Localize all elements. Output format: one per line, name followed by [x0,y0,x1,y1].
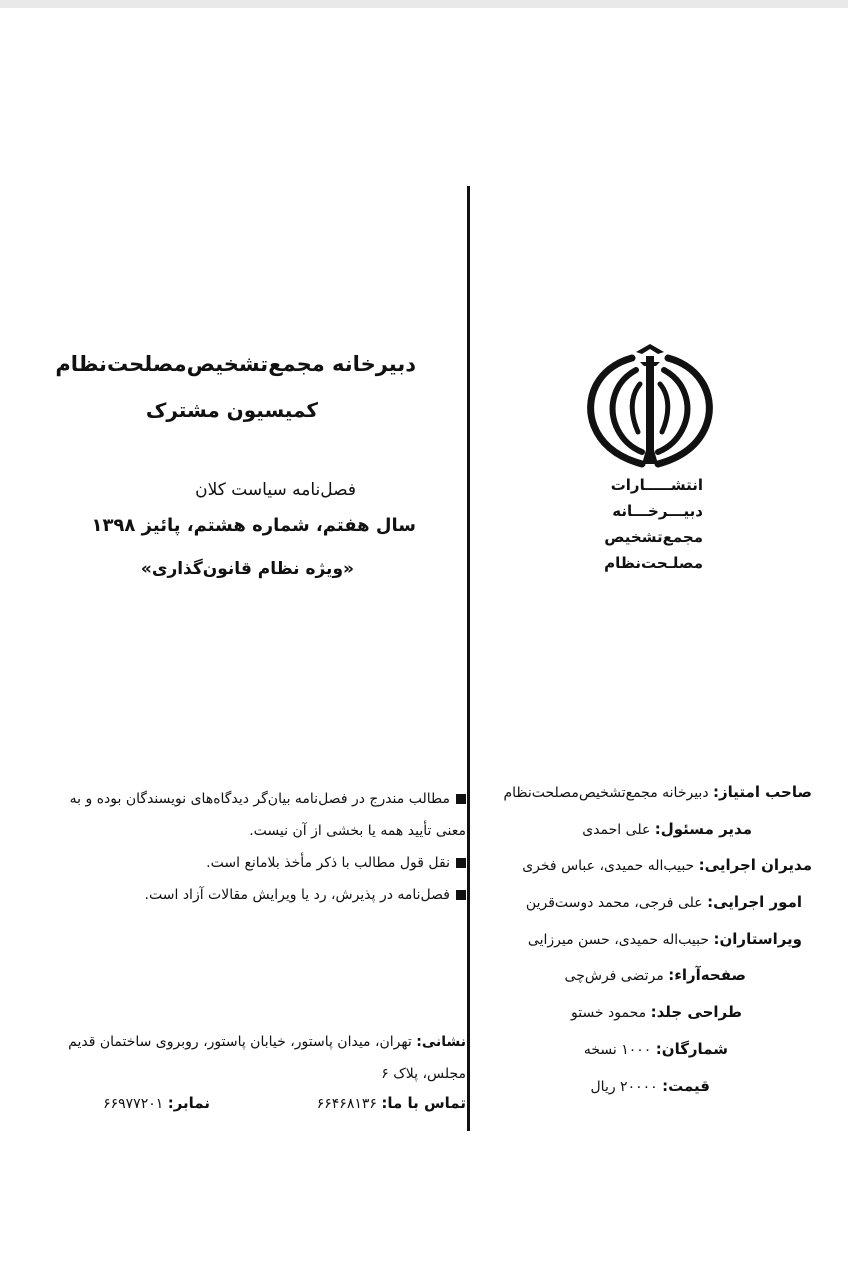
credit-value: دبیرخانه مجمع‌تشخیص‌مصلحت‌نظام [503,785,709,801]
fax-label: نمابر: [167,1094,210,1112]
note-item [50,783,466,847]
credit-row [472,963,812,1000]
bullet-square-icon [456,890,466,900]
publisher-label [563,472,703,576]
credit-value: علی فرجی، محمد دوست‌قرین [525,895,703,912]
publication-issue: سال هفتم، شماره هشتم، پائیز ۱۳۹۸ [91,515,416,536]
credit-value: علی احمدی [582,821,651,838]
credit-value: حبیب‌اله حمیدی، حسن میرزایی [527,931,710,948]
contact-fax [103,1094,210,1112]
credit-row [472,1000,812,1037]
credit-row [472,1037,812,1074]
header-commission: کمیسیون مشترک [145,398,318,422]
credit-label: طراحی جلد: [650,1003,742,1022]
tel-label: تماس با ما: [381,1094,466,1112]
publisher-line: دبیـــرخـــانه [612,502,703,520]
fax-value: ۶۶۹۷۷۲۰۱ [103,1096,164,1112]
credit-value: ۱۰۰۰ نسخه [583,1041,652,1058]
credit-label: مدیران اجرایی: [698,856,812,875]
credit-label: صاحب امتیاز: [713,783,812,801]
credit-label: شمارگان: [655,1039,728,1058]
publisher-line: مصلـحت‌نظام [604,554,703,572]
publisher-line: مجمع‌تشخیص [604,528,703,546]
credit-row [472,780,812,817]
bullet-square-icon [456,794,466,804]
publication-special: «ویژه نظام قانون‌گذاری» [140,559,354,579]
header-secretariat: دبیرخانه مجمع‌تشخیص‌مصلحت‌نظام [55,352,416,376]
credit-row [472,1074,812,1111]
credit-value: حبیب‌اله حمیدی، عباس فخری [522,858,695,875]
iran-emblem-icon [580,340,720,470]
contact-tel [317,1094,466,1112]
credit-value: ۲۰۰۰۰ ریال [590,1078,658,1095]
note-text: مطالب مندرج در فصل‌نامه بیان‌گر دیدگاه‌های نویسندگان بوده و به معنی تأیید همه یا بخشی از آن نیست. [69,791,466,839]
credit-row [472,817,812,854]
credit-value: محمود خستو [570,1005,647,1022]
note-text: نقل قول مطالب با ذکر مأخذ بلامانع است. [206,855,450,871]
vertical-divider [467,186,470,1131]
publisher-line: انتشـــــارات [610,476,703,494]
note-text: فصل‌نامه در پذیرش، رد یا ویرایش مقالات آزاد است. [144,887,450,903]
notes-list [50,783,466,911]
note-item [50,847,466,879]
credit-label: ویراستاران: [713,929,802,948]
credit-row [472,853,812,890]
credit-label: مدیر مسئول: [654,819,752,838]
credit-row [472,927,812,964]
credit-label: صفحه‌آراء: [668,966,746,985]
credit-label: امور اجرایی: [707,893,802,912]
note-item [50,879,466,911]
credit-row [472,890,812,927]
tel-value: ۶۶۴۶۸۱۳۶ [316,1096,377,1112]
address-label: نشانی: [416,1034,466,1050]
credits-list [472,780,812,1110]
top-status-bar [0,0,848,8]
credit-label: قیمت: [662,1076,710,1095]
address-block [50,1026,466,1090]
address-value: تهران، میدان پاستور، خیابان پاستور، روبروی ساختمان قدیم مجلس، پلاک ۶ [68,1034,466,1082]
credit-value: مرتضی فرش‌چی [564,968,664,985]
bullet-square-icon [456,858,466,868]
publication-title: فصل‌نامه سیاست کلان [195,480,356,500]
